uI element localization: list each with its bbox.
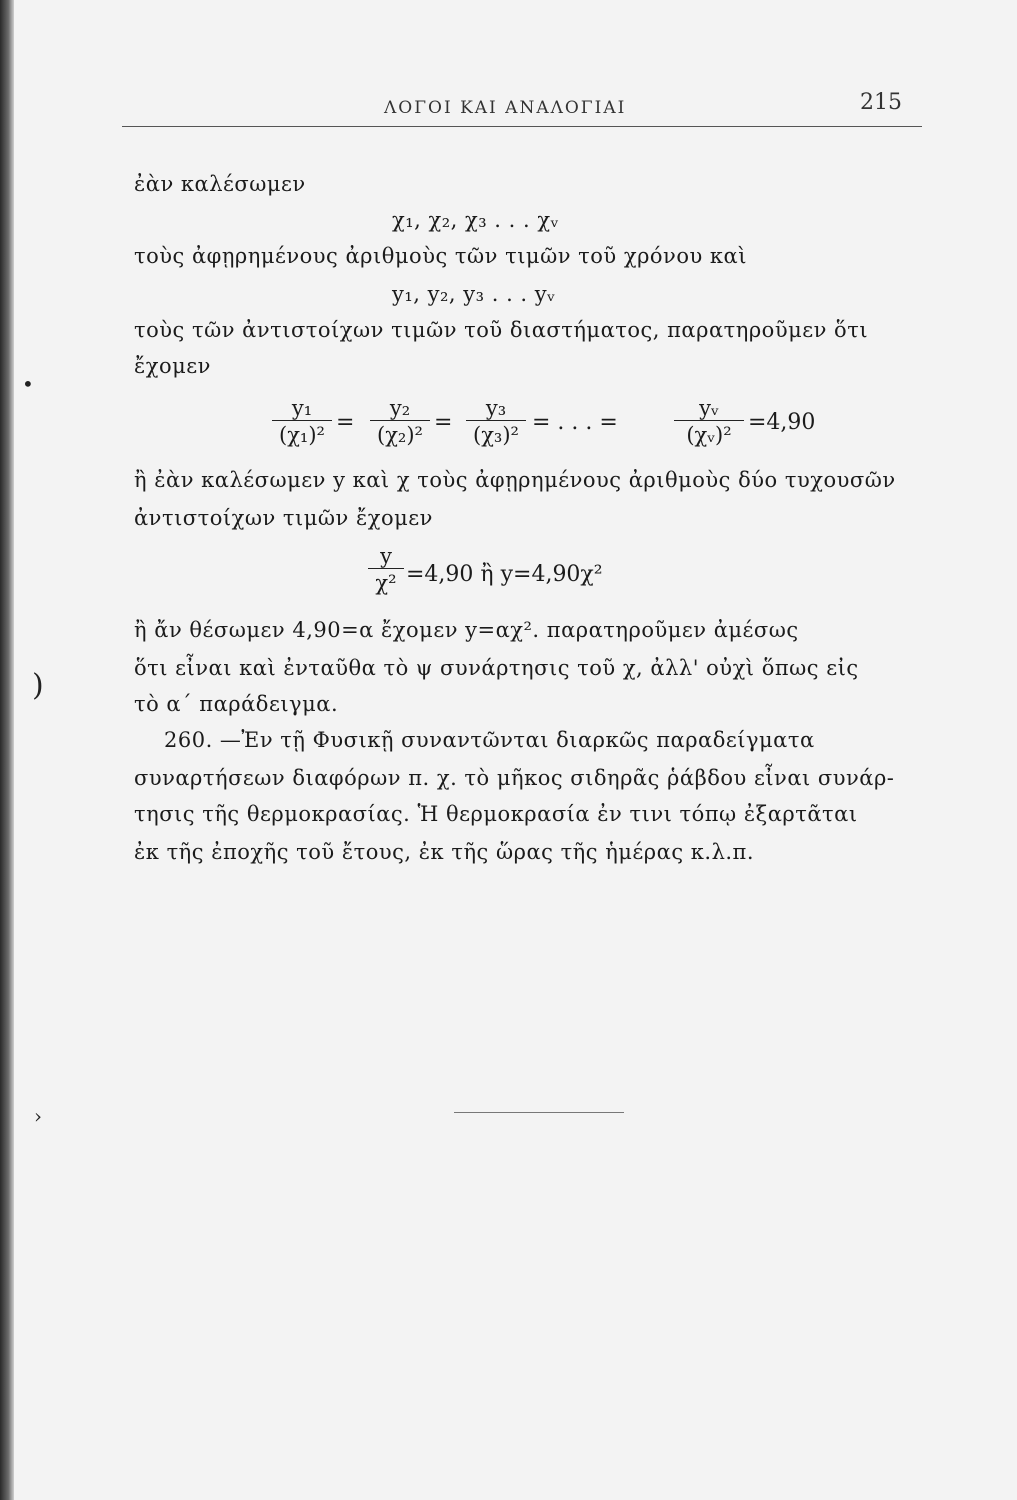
ellipsis-equals: = . . . =: [532, 410, 618, 435]
binding-mark: ›: [34, 1104, 42, 1128]
text-line: ἀντιστοίχων τιμῶν ἔχομεν: [134, 506, 433, 530]
paragraph-260-start: 260. —Ἐν τῇ Φυσικῇ συναντῶνται διαρκῶς παραδείγματα: [164, 728, 815, 752]
header-rule: [122, 126, 922, 127]
text-line: τὸ α΄ παράδειγμα.: [134, 692, 339, 716]
binding-mark: •: [22, 372, 34, 396]
text-line: τοὺς ἀφῃρημένους ἀριθμοὺς τῶν τιμῶν τοῦ χρόνου καὶ: [134, 244, 747, 268]
binding-mark: ): [32, 668, 44, 703]
page-number: 215: [860, 90, 902, 115]
text-line: ἢ ἄν θέσωμεν 4,90=α ἔχομεν y=αχ². παρατηροῦμεν ἀμέσως: [134, 618, 799, 642]
variable-list-x: χ₁, χ₂, χ₃ . . . χᵥ: [392, 208, 559, 232]
bottom-rule: [454, 1112, 624, 1113]
ratio-result: =4,90: [748, 410, 816, 435]
equation-rest: =4,90 ἢ y=4,90χ²: [406, 562, 603, 587]
text-line: ἐκ τῆς ἐποχῆς τοῦ ἔτους, ἐκ τῆς ὥρας τῆς ἡμέρας κ.λ.π.: [134, 840, 755, 864]
book-page: [14, 0, 1017, 1500]
fraction-4: $\frac{\text{yᵥ}}{\text{(χᵥ)²}}$: [674, 396, 744, 447]
page-binding-edge: [0, 0, 14, 1500]
fraction-2: $\frac{\text{y₂}}{\text{(χ₂)²}}$: [370, 396, 430, 447]
fraction-1: $\frac{\text{y₁}}{\text{(χ₁)²}}$: [272, 396, 332, 447]
text-line: συναρτήσεων διαφόρων π. χ. τὸ μῆκος σιδηρᾶς ῥάβδου εἶναι συνάρ-: [134, 766, 895, 790]
fraction-y-over-x2: $\frac{y}{\text{χ²}}$: [368, 544, 404, 595]
equals-sign: =: [336, 410, 355, 435]
text-line: ἐὰν καλέσωμεν: [134, 172, 306, 196]
equals-sign: =: [434, 410, 453, 435]
text-line: ἢ ἐὰν καλέσωμεν y καὶ χ τοὺς ἀφῃρημένους ἀριθμοὺς δύο τυχουσῶν: [134, 468, 896, 492]
text-line: ὅτι εἶναι καὶ ἐνταῦθα τὸ ψ συνάρτησις τοῦ χ, ἀλλ' οὐχὶ ὅπως εἰς: [134, 656, 859, 680]
variable-list-y: y₁, y₂, y₃ . . . yᵥ: [392, 282, 556, 306]
fraction-3: $\frac{\text{y₃}}{\text{(χ₃)²}}$: [466, 396, 526, 447]
running-header: ΛΟΓΟΙ ΚΑΙ ΑΝΑΛΟΓΙΑΙ: [384, 98, 627, 118]
text-line: ἔχομεν: [134, 354, 211, 378]
text-line: τησις τῆς θερμοκρασίας. Ἡ θερμοκρασία ἐν τινι τόπῳ ἐξαρτᾶται: [134, 802, 858, 826]
text-line: τοὺς τῶν ἀντιστοίχων τιμῶν τοῦ διαστήματος, παρατηροῦμεν ὅτι: [134, 318, 869, 342]
